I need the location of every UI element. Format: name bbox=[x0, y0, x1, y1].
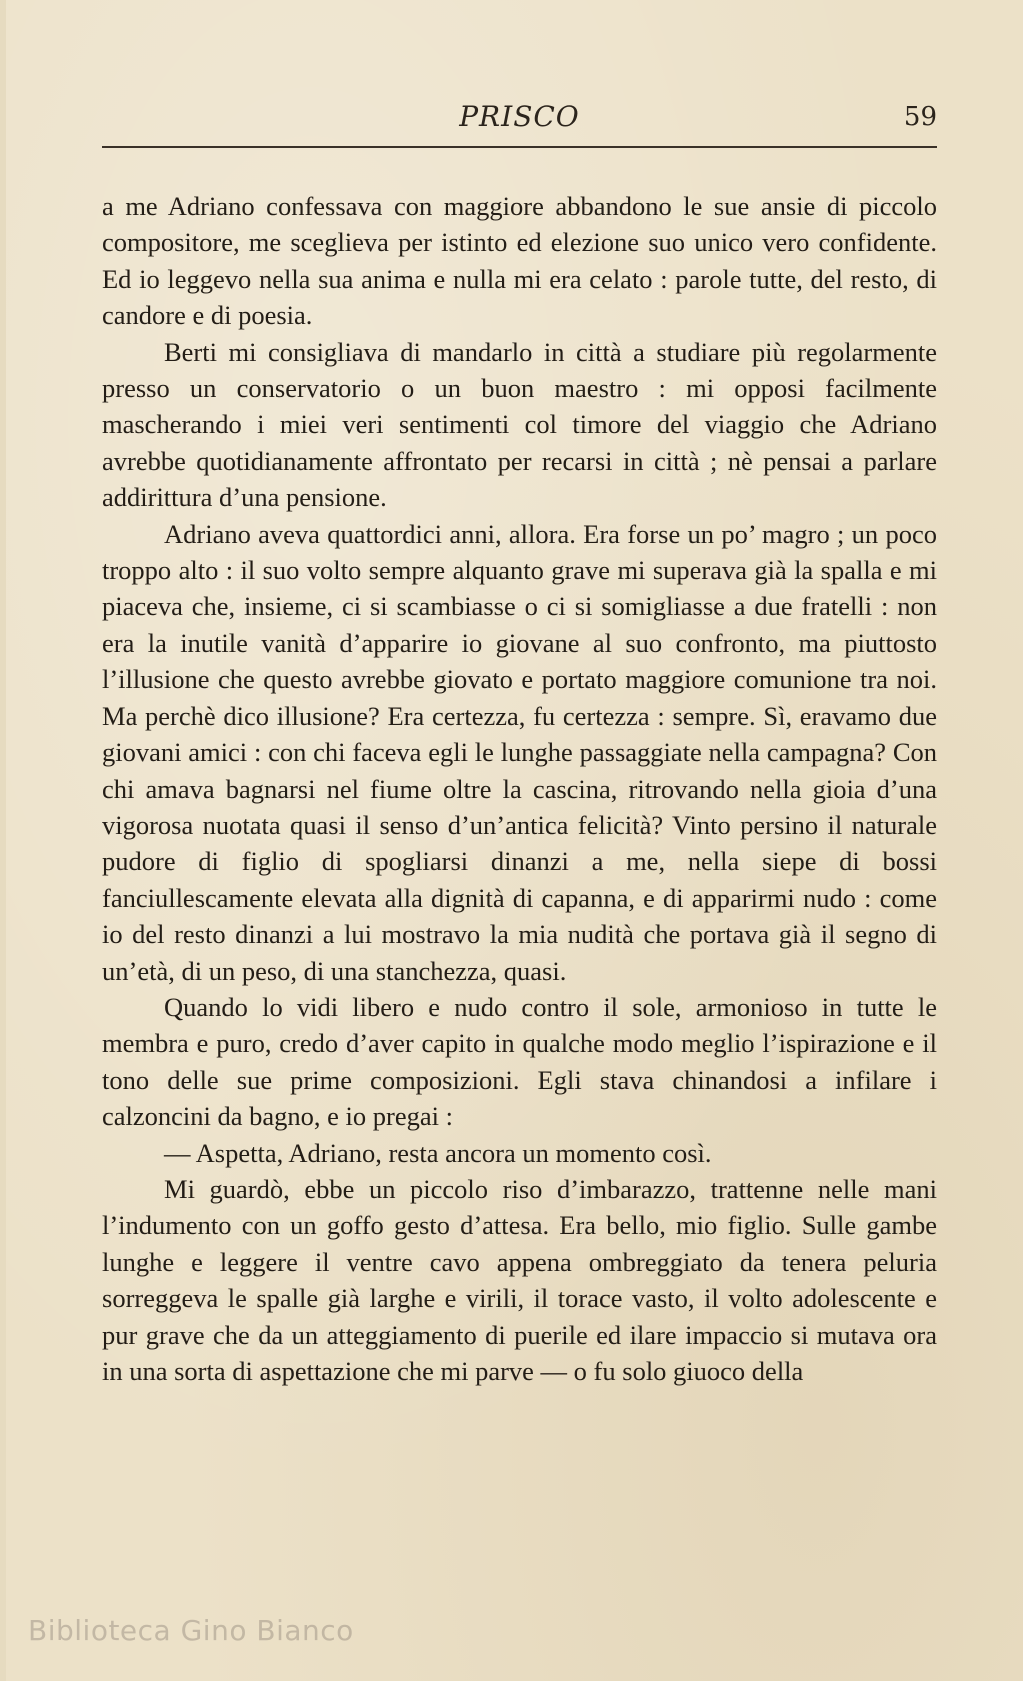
paragraph: Quando lo vidi libero e nudo contro il sole, armonioso in tutte le membra e puro, credo d’aver capito in qualche modo meglio l’ispirazione e il tono delle sue prime composizioni. Egli stava chinandosi a infilare i calzoncini da bagno, e io pregai : bbox=[102, 991, 937, 1132]
body-text bbox=[102, 188, 937, 1389]
running-head: PRISCO bbox=[459, 100, 580, 133]
header-rule bbox=[102, 146, 937, 148]
library-watermark: Biblioteca Gino Bianco bbox=[28, 1614, 354, 1647]
paragraph: Mi guardò, ebbe un piccolo riso d’imbarazzo, trattenne nelle mani l’indumento con un goffo gesto d’attesa. Era bello, mio figlio. Sulle gambe lunghe e leggere il ventre cavo appena ombreggiato da tenera peluria sorreggeva le spalle già larghe e virili, il torace vasto, il volto adolescente e pur grave che da un atteggiamento di puerile ed ilare impaccio si mutava ora in una sorta di aspettazione che mi parve — o fu solo giuoco della bbox=[102, 1173, 937, 1386]
page-number: 59 bbox=[903, 102, 937, 132]
page-header bbox=[102, 100, 937, 140]
paragraph: a me Adriano confessava con maggiore abbandono le sue ansie di piccolo compositore, me sceglieva per istinto ed elezione suo unico vero confidente. Ed io leggevo nella sua anima e nulla mi era celato : parole tutte, del resto, di candore e di poesia. bbox=[102, 191, 937, 331]
dialogue-line: — Aspetta, Adriano, resta ancora un momento così. bbox=[164, 1137, 712, 1168]
paragraph: Berti mi consigliava di mandarlo in città a studiare più regolarmente presso un conservatorio o un buon maestro : mi opposi facilmente mascherando i miei veri sentimenti col timore del viaggio che Adriano avrebbe quotidianamente affrontato per recarsi in città ; nè pensai a parlare addirittura d’una pensione. bbox=[102, 336, 937, 513]
paragraph: Adriano aveva quattordici anni, allora. Era forse un po’ magro ; un poco troppo alto : il suo volto sempre alquanto grave mi superava già la spalla e mi piaceva che, insieme, ci si scambiasse o ci si somigliasse a due fratelli : non era la inutile vanità d’apparire io giovane al suo confronto, ma piuttosto l’illusione che questo avrebbe giovato e portato maggiore comunione tra noi. Ma perchè dico illusione? Era certezza, fu certezza : sempre. Sì, eravamo due giovani amici : con chi faceva egli le lunghe passaggiate nella campagna? Con chi amava bagnarsi nel fiume oltre la cascina, ritrovando nella gioia d’una vigorosa nuotata quasi il senso d’un’antica felicità? Vinto persino il naturale pudore di figlio di spogliarsi dinanzi a me, nella siepe di bossi fanciullescamente elevata alla dignità di capanna, e di apparirmi nudo : come io del resto dinanzi a lui mostravo la mia nudità che portava già il segno di un’età, di un peso, di una stanchezza, quasi. bbox=[102, 518, 937, 986]
